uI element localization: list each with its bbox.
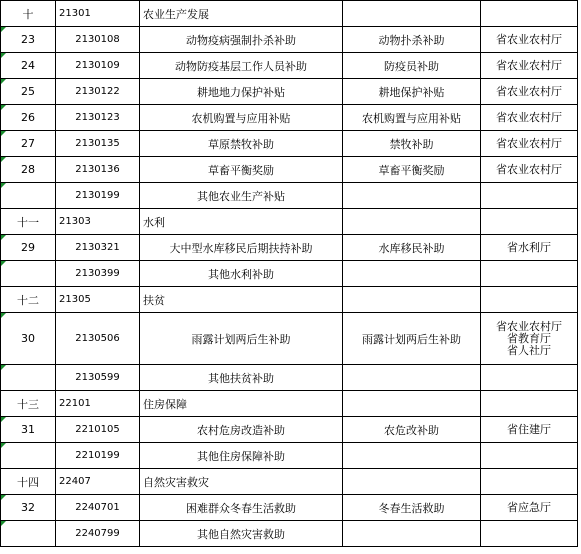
index-cell[interactable]: 十一 xyxy=(1,209,56,235)
index-cell[interactable] xyxy=(1,261,56,287)
code-cell[interactable]: 2130506 xyxy=(56,313,140,365)
cell-flag-marker xyxy=(1,443,6,448)
item-name-cell[interactable]: 大中型水库移民后期扶持补助 xyxy=(140,235,343,261)
short-name-cell[interactable] xyxy=(343,1,481,27)
index-cell[interactable]: 23 xyxy=(1,27,56,53)
short-name-cell[interactable] xyxy=(343,183,481,209)
short-name-cell[interactable] xyxy=(343,469,481,495)
table-row xyxy=(1,235,578,261)
cell-flag-marker xyxy=(1,313,6,318)
cell-flag-marker xyxy=(1,157,6,162)
department-name: 省农业农村厅 xyxy=(496,319,562,333)
index-cell[interactable]: 32 xyxy=(1,495,56,521)
item-name-cell[interactable]: 其他自然灾害救助 xyxy=(140,521,343,547)
index-cell[interactable]: 29 xyxy=(1,235,56,261)
cell-flag-marker xyxy=(1,53,6,58)
item-name-cell[interactable]: 雨露计划两后生补助 xyxy=(140,313,343,365)
code-cell[interactable]: 2210199 xyxy=(56,443,140,469)
short-name-cell[interactable]: 水库移民补助 xyxy=(343,235,481,261)
table-row xyxy=(1,417,578,443)
code-cell[interactable]: 2240799 xyxy=(56,521,140,547)
code-cell[interactable]: 2130123 xyxy=(56,105,140,131)
code-cell[interactable]: 2130135 xyxy=(56,131,140,157)
group-row xyxy=(1,391,578,417)
department-cell[interactable] xyxy=(481,209,578,235)
short-name-cell[interactable] xyxy=(343,443,481,469)
group-row xyxy=(1,1,578,27)
cell-flag-marker xyxy=(1,495,6,500)
short-name-cell[interactable] xyxy=(343,209,481,235)
department-cell[interactable] xyxy=(481,27,578,53)
item-name-cell[interactable]: 其他住房保障补助 xyxy=(140,443,343,469)
table-row xyxy=(1,313,578,365)
department-name: 省农业农村厅 xyxy=(496,136,562,150)
code-cell[interactable]: 2130399 xyxy=(56,261,140,287)
code-cell[interactable]: 2130136 xyxy=(56,157,140,183)
table-row xyxy=(1,261,578,287)
item-name-cell[interactable]: 农村危房改造补助 xyxy=(140,417,343,443)
department-name: 省农业农村厅 xyxy=(496,162,562,176)
short-name-cell[interactable]: 草畜平衡奖励 xyxy=(343,157,481,183)
item-name-cell[interactable]: 其他水利补助 xyxy=(140,261,343,287)
item-name-cell[interactable]: 农机购置与应用补贴 xyxy=(140,105,343,131)
department-cell[interactable] xyxy=(481,131,578,157)
code-cell[interactable]: 2130108 xyxy=(56,27,140,53)
table-row xyxy=(1,131,578,157)
cell-flag-marker xyxy=(1,131,6,136)
table-body xyxy=(1,1,578,547)
group-row xyxy=(1,287,578,313)
category-name-cell[interactable]: 农业生产发展 xyxy=(140,1,343,27)
department-cell[interactable] xyxy=(481,417,578,443)
item-name-cell[interactable]: 草畜平衡奖励 xyxy=(140,157,343,183)
department-name: 省水利厅 xyxy=(507,240,551,254)
short-name-cell[interactable] xyxy=(343,391,481,417)
item-name-cell[interactable]: 其他扶贫补助 xyxy=(140,365,343,391)
index-cell[interactable] xyxy=(1,443,56,469)
department-name: 省农业农村厅 xyxy=(496,84,562,98)
code-cell[interactable]: 2210105 xyxy=(56,417,140,443)
code-cell[interactable]: 2130122 xyxy=(56,79,140,105)
group-row xyxy=(1,469,578,495)
index-cell[interactable] xyxy=(1,365,56,391)
table-row xyxy=(1,157,578,183)
table-row xyxy=(1,365,578,391)
cell-flag-marker xyxy=(1,261,6,266)
index-cell[interactable] xyxy=(1,521,56,547)
cell-flag-marker xyxy=(1,27,6,32)
code-cell[interactable]: 2240701 xyxy=(56,495,140,521)
index-cell[interactable] xyxy=(1,183,56,209)
index-cell[interactable]: 30 xyxy=(1,313,56,365)
department-name: 省农业农村厅 xyxy=(496,110,562,124)
cell-flag-marker xyxy=(1,235,6,240)
department-cell[interactable] xyxy=(481,261,578,287)
department-cell[interactable] xyxy=(481,287,578,313)
cell-flag-marker xyxy=(1,79,6,84)
category-name-cell[interactable]: 扶贫 xyxy=(140,287,343,313)
department-name: 省教育厅 xyxy=(507,331,551,345)
index-cell[interactable]: 十三 xyxy=(1,391,56,417)
index-cell[interactable]: 24 xyxy=(1,53,56,79)
table-row xyxy=(1,27,578,53)
item-name-cell[interactable]: 草原禁牧补助 xyxy=(140,131,343,157)
index-cell[interactable]: 27 xyxy=(1,131,56,157)
item-name-cell[interactable]: 动物防疫基层工作人员补助 xyxy=(140,53,343,79)
table-row xyxy=(1,53,578,79)
short-name-cell[interactable] xyxy=(343,365,481,391)
department-cell[interactable] xyxy=(481,183,578,209)
group-row xyxy=(1,209,578,235)
category-name-cell[interactable]: 水利 xyxy=(140,209,343,235)
item-name-cell[interactable]: 耕地地力保护补贴 xyxy=(140,79,343,105)
table-row xyxy=(1,79,578,105)
index-cell[interactable]: 28 xyxy=(1,157,56,183)
code-cell[interactable]: 21301 xyxy=(56,1,140,27)
department-cell[interactable] xyxy=(481,53,578,79)
item-name-cell[interactable]: 困难群众冬春生活救助 xyxy=(140,495,343,521)
department-cell[interactable] xyxy=(481,443,578,469)
cell-flag-marker xyxy=(1,417,6,422)
department-cell[interactable] xyxy=(481,1,578,27)
code-cell[interactable]: 2130199 xyxy=(56,183,140,209)
short-name-cell[interactable]: 防疫员补助 xyxy=(343,53,481,79)
table-row xyxy=(1,105,578,131)
index-cell[interactable]: 26 xyxy=(1,105,56,131)
department-cell[interactable] xyxy=(481,105,578,131)
department-cell[interactable] xyxy=(481,365,578,391)
cell-flag-marker xyxy=(1,365,6,370)
index-cell[interactable]: 31 xyxy=(1,417,56,443)
table-row xyxy=(1,183,578,209)
department-cell[interactable] xyxy=(481,235,578,261)
cell-flag-marker xyxy=(1,105,6,110)
short-name-cell[interactable] xyxy=(343,261,481,287)
category-name-cell[interactable]: 住房保障 xyxy=(140,391,343,417)
department-name: 省住建厅 xyxy=(507,422,551,436)
cell-flag-marker xyxy=(1,521,6,526)
short-name-cell[interactable]: 雨露计划两后生补助 xyxy=(343,313,481,365)
short-name-cell[interactable] xyxy=(343,287,481,313)
item-name-cell[interactable]: 其他农业生产补贴 xyxy=(140,183,343,209)
short-name-cell[interactable]: 禁牧补助 xyxy=(343,131,481,157)
short-name-cell[interactable]: 耕地保护补贴 xyxy=(343,79,481,105)
department-cell[interactable] xyxy=(481,391,578,417)
code-cell[interactable]: 2130321 xyxy=(56,235,140,261)
short-name-cell[interactable]: 农机购置与应用补贴 xyxy=(343,105,481,131)
item-name-cell[interactable]: 动物疫病强制扑杀补助 xyxy=(140,27,343,53)
short-name-cell[interactable]: 动物扑杀补助 xyxy=(343,27,481,53)
code-cell[interactable]: 2130599 xyxy=(56,365,140,391)
code-cell[interactable]: 21303 xyxy=(56,209,140,235)
index-cell[interactable]: 25 xyxy=(1,79,56,105)
index-cell[interactable]: 十四 xyxy=(1,469,56,495)
department-cell[interactable] xyxy=(481,469,578,495)
short-name-cell[interactable]: 农危改补助 xyxy=(343,417,481,443)
department-cell[interactable] xyxy=(481,157,578,183)
table-row xyxy=(1,443,578,469)
department-cell[interactable] xyxy=(481,313,578,365)
department-cell[interactable] xyxy=(481,521,578,547)
code-cell[interactable]: 22407 xyxy=(56,469,140,495)
code-cell[interactable]: 2130109 xyxy=(56,53,140,79)
department-name: 省农业农村厅 xyxy=(496,58,562,72)
short-name-cell[interactable] xyxy=(343,521,481,547)
code-cell[interactable]: 21305 xyxy=(56,287,140,313)
code-cell[interactable]: 22101 xyxy=(56,391,140,417)
department-name: 省应急厅 xyxy=(507,500,551,514)
cell-flag-marker xyxy=(1,183,6,188)
short-name-cell[interactable]: 冬春生活救助 xyxy=(343,495,481,521)
table-row xyxy=(1,495,578,521)
index-cell[interactable]: 十 xyxy=(1,1,56,27)
department-cell[interactable] xyxy=(481,495,578,521)
department-name: 省农业农村厅 xyxy=(496,32,562,46)
table-row xyxy=(1,521,578,547)
department-cell[interactable] xyxy=(481,79,578,105)
department-name: 省人社厅 xyxy=(507,343,551,357)
index-cell[interactable]: 十二 xyxy=(1,287,56,313)
category-name-cell[interactable]: 自然灾害救灾 xyxy=(140,469,343,495)
